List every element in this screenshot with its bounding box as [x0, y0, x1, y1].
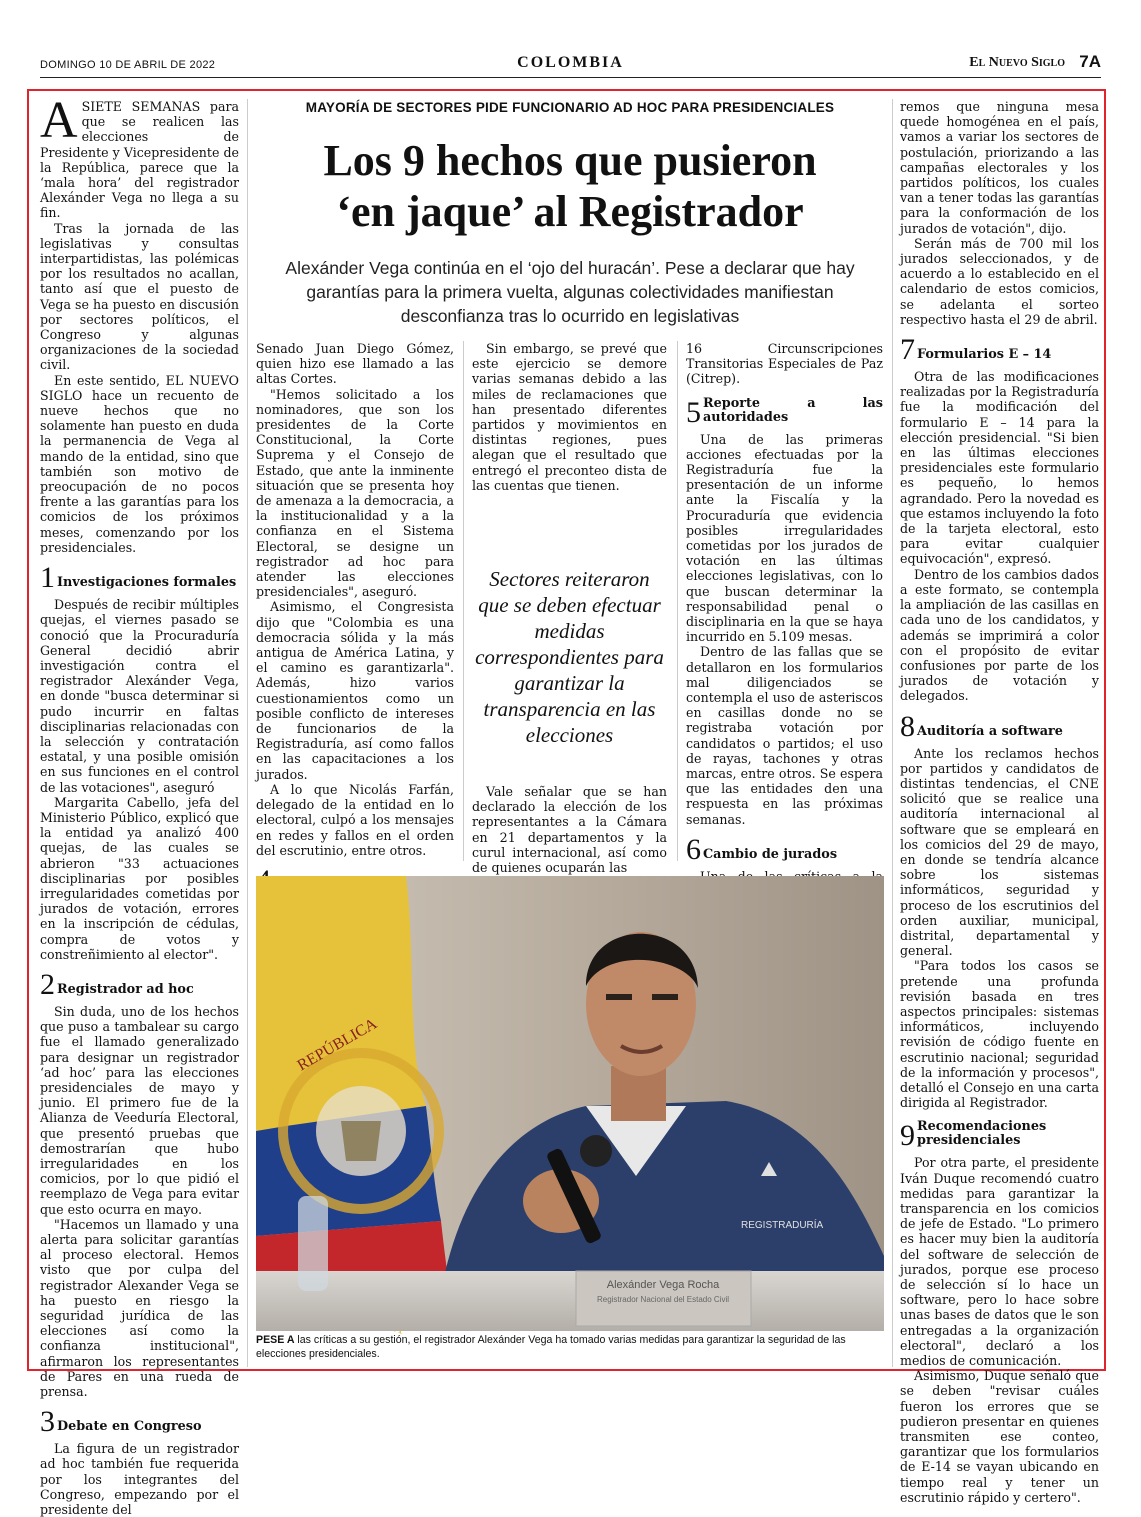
- newspaper-name: El Nuevo Siglo: [969, 55, 1065, 70]
- column-divider: [247, 99, 248, 1367]
- column-5: [900, 99, 1099, 1505]
- column-divider: [463, 341, 464, 861]
- body-paragraph: Asimismo, Duque señaló que se deben "revisar cuáles fueron los errores que se pudieron presentar en quienes transmiten ese conteo, garantizar que los formularios de E-14 se vayan ubicando en tiempo real y tener un escrutinio rápido y certero".: [900, 1368, 1099, 1505]
- subhead-3: 3 Debate en Congreso: [40, 1405, 202, 1439]
- page-number: 7A: [1079, 52, 1101, 71]
- jacket-logo-text: REGISTRADURÍA: [741, 1220, 824, 1231]
- subhead-7: 7 Formularios E – 14: [900, 333, 1052, 367]
- body-paragraph: La figura de un registrador ad hoc también fue requerida por los integrantes del Congreso, empezando por el presidente del: [40, 1441, 239, 1517]
- body-paragraph: Senado Juan Diego Gómez, quien hizo ese llamado a las altas Cortes.: [256, 341, 454, 387]
- deck: Alexánder Vega continúa en el ‘ojo del huracán’. Pese a declarar que hay garantías para la primera vuelta, algunas colectividades manifiestan desconfianza tras lo ocurrido en legislativas: [285, 258, 855, 326]
- body-paragraph: Otra de las modificaciones realizadas por la Registraduría fue la modificación del formulario E – 14 para la elección presidencial. "Si bien en las últimas elecciones presidenciales este formulario es pequeño, lo hemos agrandado. Pero la novedad es que estamos incluyendo la foto de la tarjeta electoral, esto para evitar cualquier equivocación", expresó.: [900, 369, 1099, 567]
- subhead-6: 6 Cambio de jurados: [686, 832, 838, 866]
- issue-date: DOMINGO 10 DE ABRIL DE 2022: [40, 59, 216, 71]
- news-photo: [256, 876, 884, 1331]
- body-paragraph: "Hacemos un llamado y una alerta para solicitar garantías al proceso electoral. Hemos visto que por culpa del registrador Alexander Vega se ha puesto en riesgo la seguridad jurídica de las elecciones así como la confianza institucional", afirmaron los representantes de Pares en una rueda de prensa.: [40, 1216, 239, 1400]
- subhead-5: 5 Reporte a las autoridades: [686, 395, 883, 429]
- body-paragraph: Una de las primeras acciones efectuadas por la Registraduría fue la presentación de un informe ante la Fiscalía y la Procuraduría que evidencia posibles irregularidades cometidas por los jurados de votación en las últimas elecciones legislativas, con lo que buscan determinar la responsabilidad penal o disciplinaria en la que se haya incurrido en 5.109 mesas.: [686, 431, 883, 645]
- table: [256, 1271, 884, 1331]
- column-3-bottom: [472, 784, 667, 876]
- body-paragraph: [472, 326, 667, 341]
- headline: [256, 135, 884, 237]
- column-4: [686, 341, 883, 866]
- section-name: COLOMBIA: [517, 54, 624, 71]
- body-paragraph: Sin embargo, se prevé que este ejercicio se demore varias semanas debido a las miles de reclamaciones que han presentado diferentes partidos y movimientos en distintas regiones, pues alegan que el resultado que entregó el preconteo dista de las cuentas que tienen.: [472, 341, 667, 493]
- body-paragraph: 16 Circunscripciones Transitorias Especiales de Paz (Citrep).: [686, 341, 883, 387]
- body-paragraph: Por otra parte, el presidente Iván Duque recomendó cuatro medidas para garantizar la transparencia en los comicios de jefe de Estado. "Lo primero es hacer muy bien la auditoría del software de selección de jurados, porque ese proceso de selección sí lo hace un software, pero lo hace sobre unas bases de datos que le son entregadas a la organización electoral", declaró a los medios de comunicación.: [900, 1155, 1099, 1369]
- flag-text-1: REPÚBLICA: [294, 1015, 380, 1075]
- body-paragraph: "Hemos solicitado a los nominadores, que son los presidentes de la Corte Constitucional, la Corte Suprema y el Consejo de Estado, que ante la inminente situación que se presenta hoy de amenaza a la democracia, a la institucionalidad y a la confianza en el Sistema Electoral, se designe un registrador ad hoc para atender las elecciones presidenciales", aseguró.: [256, 386, 454, 600]
- column-divider: [892, 99, 893, 1367]
- headline-line-2: ‘en jaque’ al Registrador: [336, 187, 804, 236]
- drop-cap: A: [40, 92, 78, 149]
- column-3: [472, 341, 667, 546]
- body-paragraph: En este sentido, EL NUEVO SIGLO hace un recuento de nueve hechos que no solamente han puesto en duda la permanencia de Vega al mando de la entidad, sino que también son motivo de preocupación de no pocos frente a las garantías para los comicios de los próximos meses, comenzando por los presidenciales.: [40, 372, 239, 555]
- subhead-2: 2 Registrador ad hoc: [40, 967, 194, 1001]
- pull-quote: Sectores reiteraron que se deben efectuar medidas correspondientes para garantizar la transparencia en las elecciones: [475, 567, 664, 747]
- header-rule: [40, 77, 1101, 78]
- body-paragraph: remos que ninguna mesa quede homogénea en el país, vamos a variar los sectores de postulación, priorizando a las campañas electorales y los partidos políticos, los cuales van a tener todas las garantías para la conformación de los jurados de votación", dijo.: [900, 99, 1099, 236]
- body-paragraph: Después de recibir múltiples quejas, el viernes pasado se conoció que la Procuraduría General decidió abrir investigación contra el registrador Alexánder Vega, en donde "busca determinar si pudo incurrir en faltas disciplinarias relacionadas con la selección y contratación estatal, y una posible omisión en sus funciones en el control de las votaciones", aseguró: [40, 597, 239, 795]
- photo-caption: [256, 1334, 884, 1361]
- kicker: MAYORÍA DE SECTORES PIDE FUNCIONARIO AD HOC PARA PRESIDENCIALES: [305, 100, 835, 115]
- body-paragraph: Asimismo, el Congresista dijo que "Colombia es una democracia sólida y la más antigua de América Latina, y el camino es garantizarla". Además, hizo varios cuestionamientos como un posible conflicto de intereses de funcionarios de la Registraduría, así como fallos en las capacitaciones a los jurados.: [256, 599, 454, 782]
- body-paragraph: Tras la jornada de las legislativas y consultas interpartidistas, las polémicas por los resultados no acallan, tanto así que el puesto de Vega se ha puesto en discusión por sectores políticos, el Congreso y algunas organizaciones de la sociedad civil.: [40, 220, 239, 373]
- column-divider: [677, 341, 678, 861]
- nameplate-line-2: Registrador Nacional del Estado Civil: [596, 1295, 730, 1304]
- column-2: [256, 341, 454, 866]
- body-paragraph: Vale señalar que se han declarado la elección de los representantes a la Cámara en 21 departamentos y la curul internacional, así como de quienes ocuparán las: [472, 784, 667, 876]
- page-header: [40, 52, 1101, 74]
- caption-label: PESE A: [256, 1334, 295, 1346]
- column-1: [40, 92, 239, 1517]
- body-paragraph: Serán más de 700 mil los jurados seleccionados, y de acuerdo a lo establecido en el calendario de estos comicios, se adelanta el sorteo respectivo hasta el 29 de abril.: [900, 235, 1099, 327]
- nameplate-line-1: Alexánder Vega Rocha: [606, 1279, 720, 1291]
- intro-paragraph: ASIETE SEMANAS para que se realicen las elecciones de Presidente y Vicepresidente de la República, parece que la ‘mala hora’ del registrador Alexánder Vega no llega a su fin.: [40, 92, 239, 221]
- body-paragraph: Dentro de los cambios dados a este formato, se contempla la ampliación de las casillas en cada uno de los candidatos, y además se imprimirá a color con el propósito de evitar confusiones por parte de los jurados de votación y delegados.: [900, 566, 1099, 704]
- body-paragraph: A lo que Nicolás Farfán, delegado de la entidad en lo electoral, culpó a los mensajes en redes y fallos en el orden del escrutinio, entre otros.: [256, 781, 454, 858]
- subhead-9: 9 Recomendaciones presidenciales: [900, 1119, 1047, 1153]
- headline-line-1: Los 9 hechos que pusieron: [323, 136, 817, 185]
- body-paragraph: "Para todos los casos se pretende una profunda revisión basada en tres aspectos principales: sistemas informáticos, incluyendo revisión de código fuente en escrutinio nacional; seguridad de la información y procesos", detalló el Consejo en una carta dirigida al Registrador.: [900, 958, 1099, 1111]
- body-paragraph: Ante los reclamos hechos por partidos y candidatos de distintas tendencias, el CNE solicitó que se realice una auditoría internacional al software que se empleará en los comicios del 29 de mayo, en donde se tendría alcance sobre los sistemas informáticos, seguridad y proceso de los escrutinios del orden auxiliar, municipal, distrital, departamental y general.: [900, 745, 1099, 959]
- body-paragraph: Margarita Cabello, jefa del Ministerio Público, explicó que la entidad ya analizó 400 quejas, de las cuales se abrieron "33 actuaciones disciplinarias por posibles irregularidades cometidas por jurados de votación, errores en la inscripción de cédulas, compra de votos y constreñimiento al elector".: [40, 794, 239, 962]
- caption-text: las críticas a su gestión, el registrador Alexánder Vega ha tomado varias medidas para garantizar la seguridad de las elecciones presidenciales.: [256, 1334, 846, 1360]
- subhead-8: 8 Auditoría a software: [900, 709, 1063, 743]
- body-paragraph: Dentro de las fallas que se detallaron en los formularios mal diligenciados se contempla el uso de asteriscos en casillas donde no se registraba votación por candidatos o partidos; el uso de rayas, tachones y otras marcas, entre otros. Se espera que las entidades den una respuesta en las próximas semanas.: [686, 644, 883, 827]
- water-bottle: [298, 1196, 328, 1291]
- subhead-1: 1 Investigaciones formales: [40, 561, 237, 595]
- registrar-photo-illustration: [256, 876, 884, 1331]
- body-paragraph: Sin duda, uno de los hechos que puso a tambalear su cargo fue el llamado generalizado para designar un registrador ‘ad hoc’ para las elecciones presidenciales de mayo y junio. El primero fue de la Alianza de Veeduría Electoral, que presentó pruebas que demostrarían que hubo irregularidades en los comicios, por lo que pidió el reemplazo de Vega para evitar que esto ocurra en mayo.: [40, 1003, 239, 1217]
